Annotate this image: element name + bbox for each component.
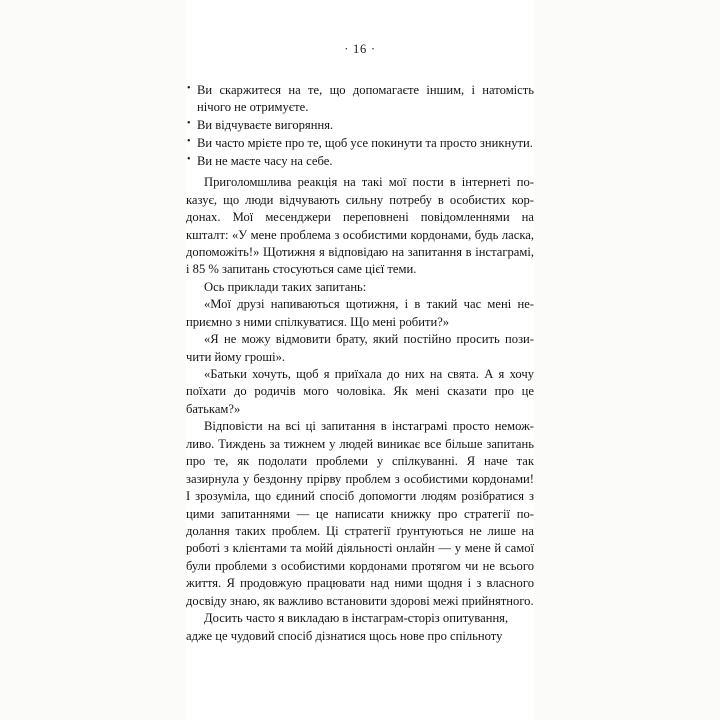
list-item: • Ви часто мрієте про те, щоб усе покинути та просто зникнути. [186,135,534,152]
quote-paragraph: «Мої друзі напиваються щотижня, і в такий час мені неприємно з ними спілкуватися. Що мені робити?» [186,297,534,329]
list-item: • Ви відчуваєте вигоряння. [186,117,534,134]
page-number: · 16 · [344,42,376,56]
quote-paragraph: «Я не можу відмовити брату, який постійно просить позичити йому гроші». [186,332,534,364]
paragraph: Досить часто я викладаю в інстаграм-сторіз опитування, адже це чудовий спосіб дізнатися щось нове про спільноту [186,611,509,643]
paragraph: Ось приклади таких запитань: [204,279,367,294]
page-text-column [186,0,534,720]
paragraph: Відповісти на всі ці запитання в інстаграмі просто неможливо. Тиждень за тижнем у людей виникає все більше запитань про те, як подолати проблеми у спілкуванні. Я наче так зазирнула у бездонну прірву проблем з особистими кордонами! І зрозуміла, що єдиний спосіб допомогти людям розібратися з цими запитаннями — це написати книжку про стратегії подолання таких проблем. Ці стратегії ґрунтуються не лише на роботі з клієнтами та мойй діяльності онлайн — у мене й самої були проблеми з особистими кордонами протягом чи не всього життя. Я продовжую працювати над ними щодня і з власного досвіду знаю, як важливо встановити здорові межі прийнятного. [186,419,534,608]
quote-paragraph: «Батьки хочуть, щоб я приїхала до них на свята. А я хочу поїхати до родичів мого чоловіка. Як мені сказати про це батькам?» [186,367,534,416]
list-item: • Ви скаржитеся на те, що допомагаєте іншим, і натомість нічого не отримуєте. [186,82,534,117]
page-body [186,60,534,645]
symptom-bullet-list [186,82,534,171]
list-item: • Ви не маєте часу на себе. [186,153,534,170]
paragraph: Приголомшлива реакція на такі мої пости в інтернеті показує, що люди відчувають сильну потребу в особистих кордонах. Мої месенджери переповнені повідомленнями на кшталт: «У мене проблема з особистими кордонами, будь ласка, допоможіть!» Щотижня я відповідаю на запитання в інстаграмі, і 85 % запитань стосуються саме цієї теми. [186,175,534,277]
